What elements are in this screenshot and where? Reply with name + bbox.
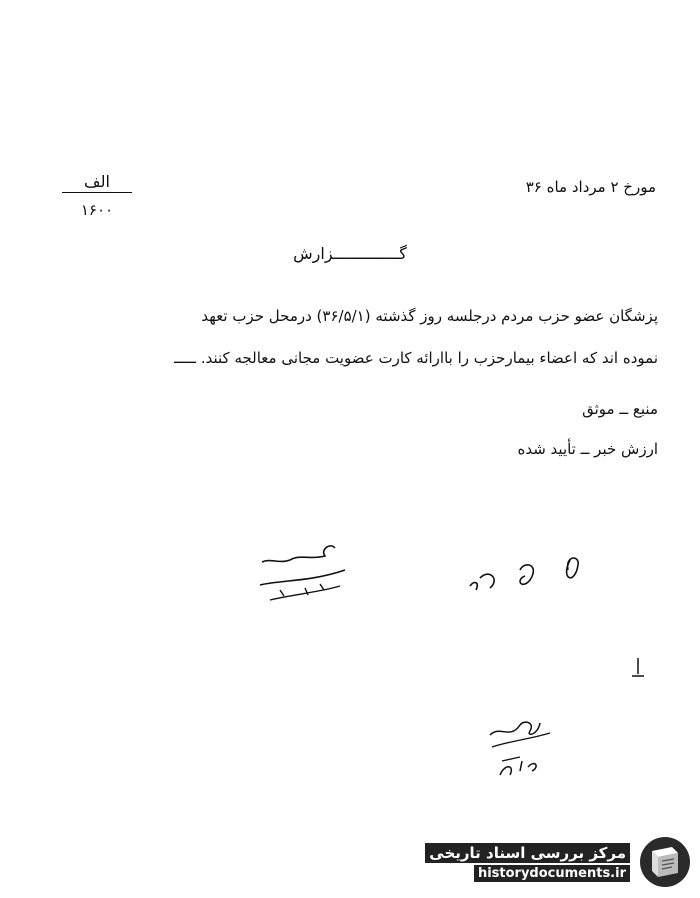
report-body-line-1: پزشگان عضو حزب مردم درجلسه روز گذشته (۳۶/۵/۱) درمحل حزب تعهد <box>201 307 658 325</box>
handwritten-mark <box>628 656 648 682</box>
classification-label: الف <box>62 172 132 193</box>
document-number: ۱۶۰۰ <box>80 201 114 219</box>
handwritten-signature <box>460 550 590 600</box>
handwritten-annotation-left <box>250 540 360 610</box>
source-line: منبع ــ موثق <box>582 400 658 418</box>
handwritten-annotation-bottom <box>480 705 560 785</box>
archive-watermark <box>425 834 692 890</box>
document-date: مورخ ۲ مرداد ماه ۳۶ <box>525 178 656 196</box>
report-title: گــــــــــــــزارش <box>293 244 407 263</box>
report-body-line-2: نموده اند که اعضاء بیمارحزب را باارائه کارت عضویت مجانی معالجه کنند. ـــــ <box>174 349 658 367</box>
watermark-text <box>425 843 630 882</box>
classification-block <box>62 172 132 219</box>
watermark-title: مرکز بررسی اسناد تاریخی <box>425 843 630 863</box>
watermark-url: historydocuments.ir <box>474 865 630 882</box>
news-value-line: ارزش خبر ــ تأیید شده <box>517 440 658 458</box>
book-logo-icon <box>638 835 692 889</box>
